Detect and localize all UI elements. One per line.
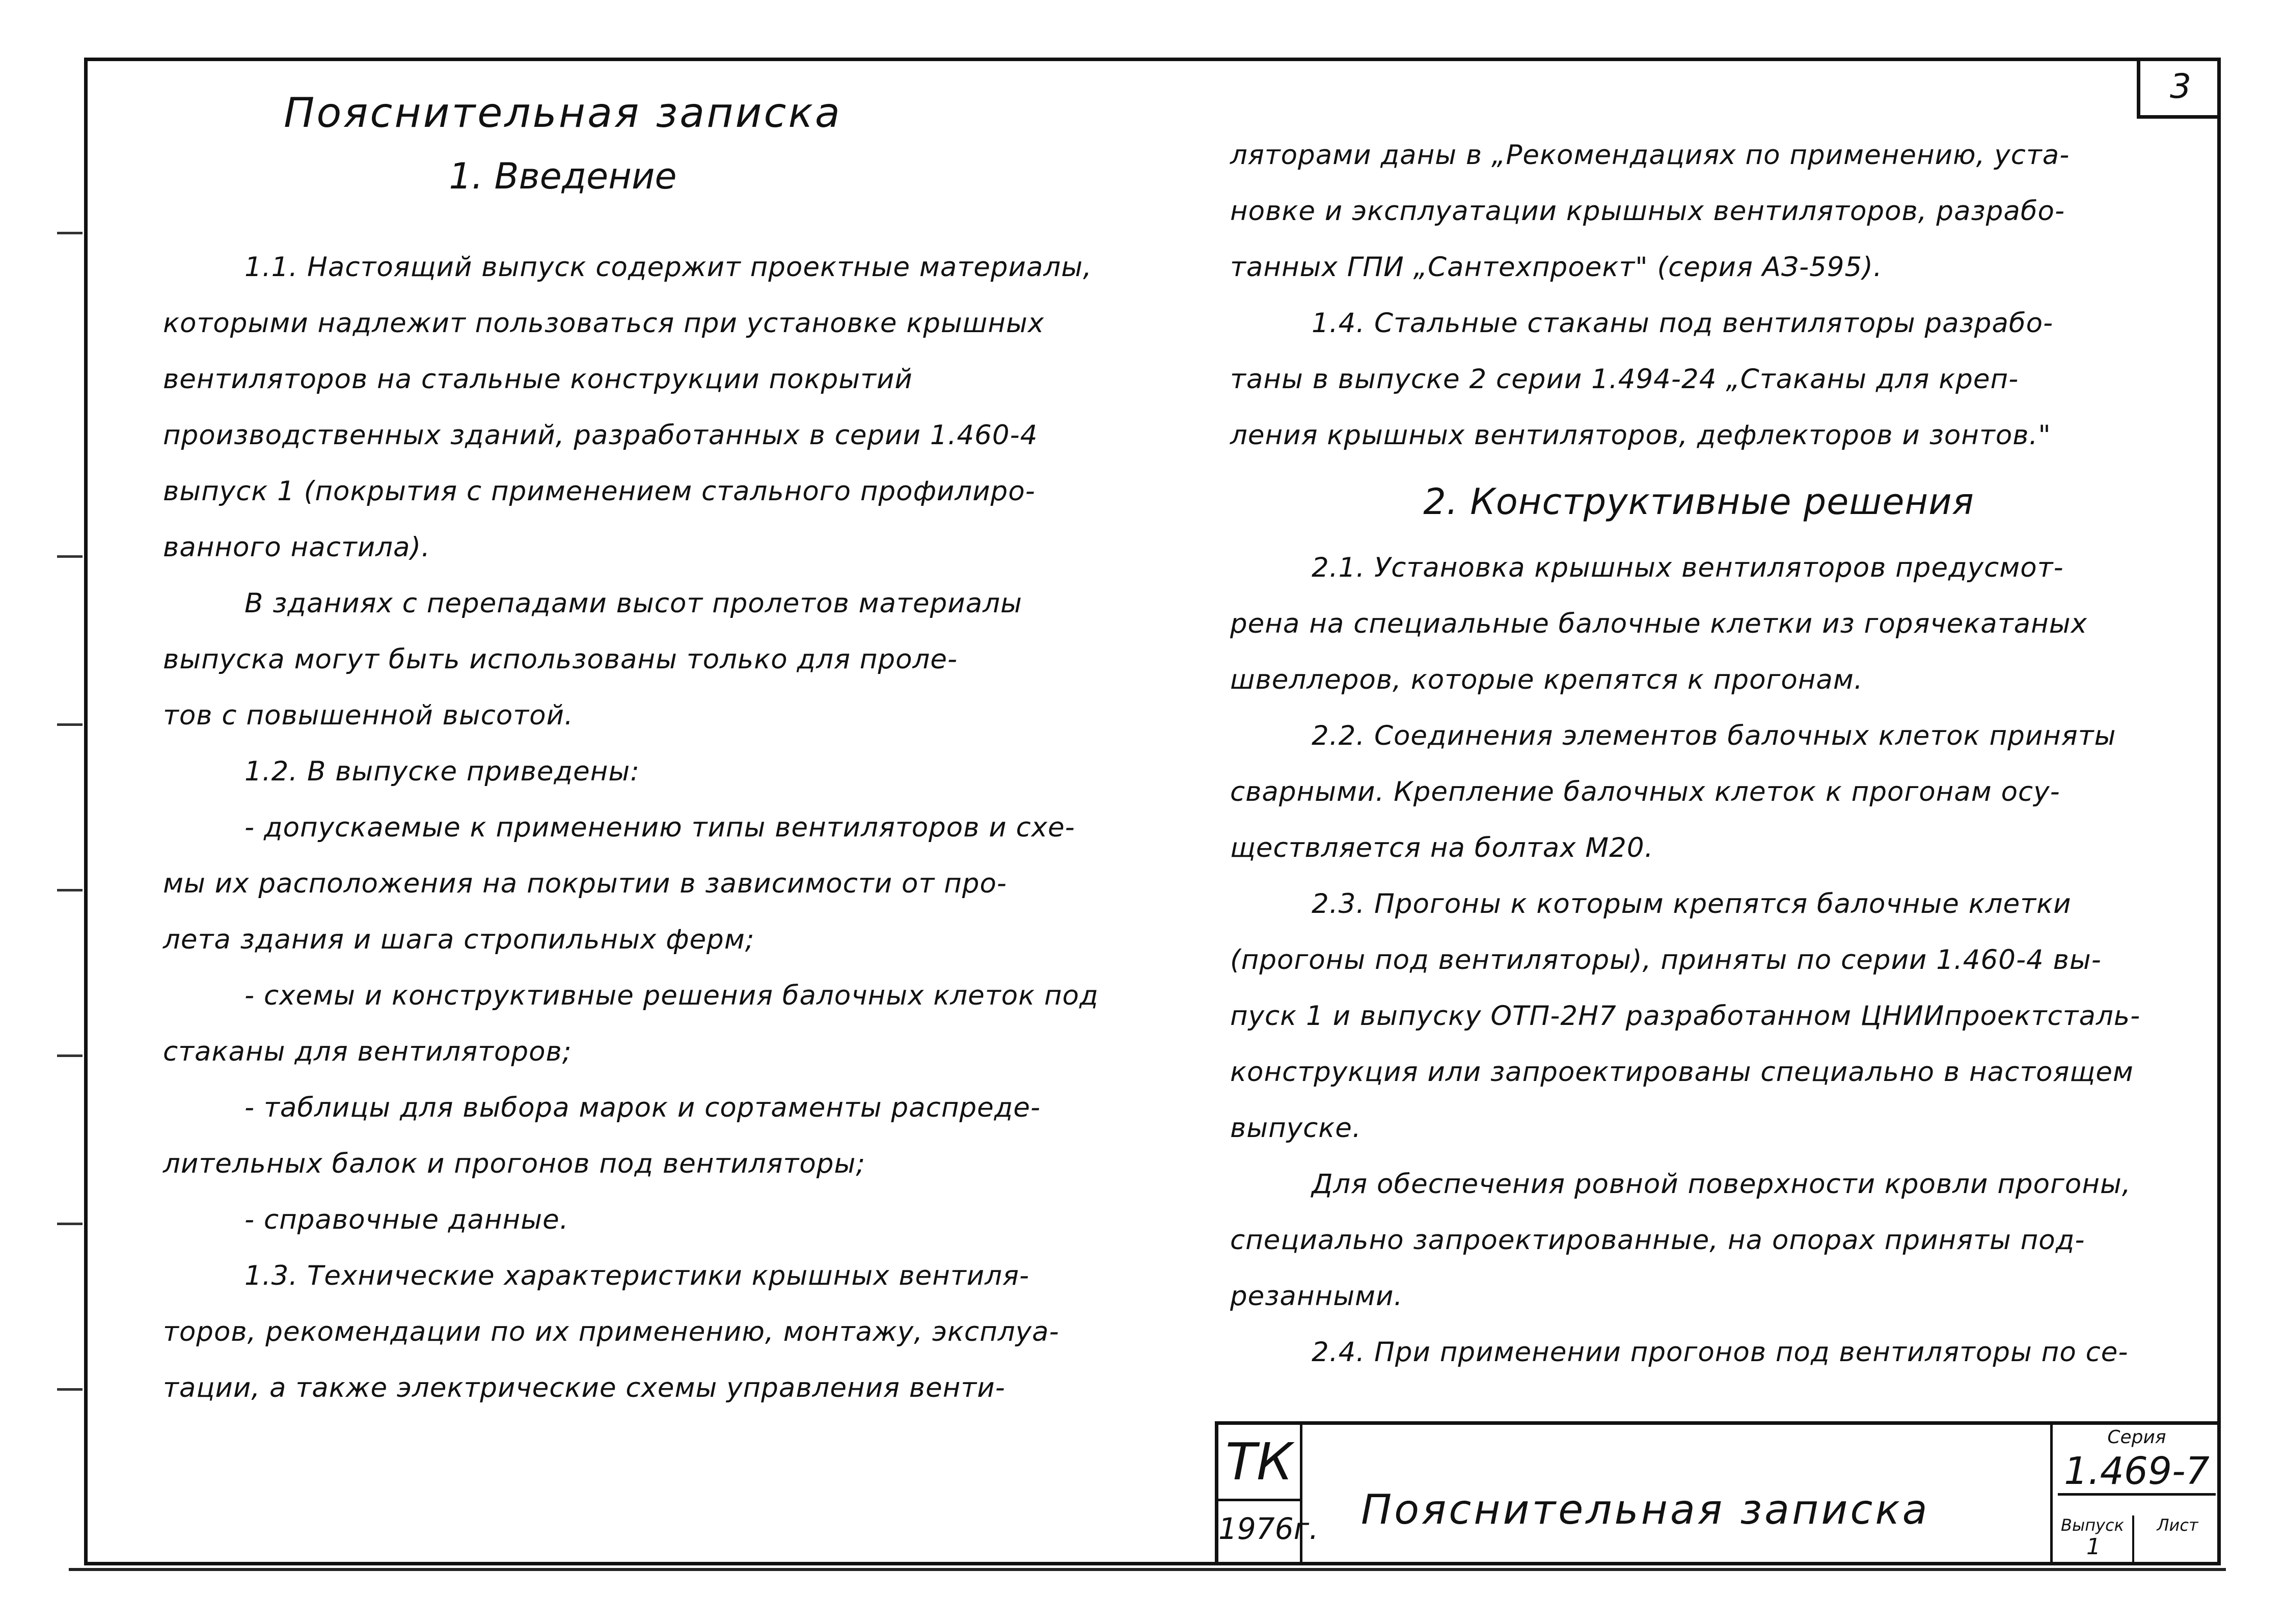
issue-value: 1 [2086,1534,2101,1560]
text-line: пуск 1 и выпуску ОТП-2Н7 разработанном ЦНИИпроектсталь- [1230,1000,2141,1032]
text-line: выпуск 1 (покрытия с применением стального профилиро- [163,476,1036,507]
text-line: торов, рекомендации по их применению, монтажу, эксплуа- [163,1316,1059,1347]
sheet-number: 3 [2137,58,2221,119]
series-label: Серия [2107,1427,2166,1448]
margin-tick [57,723,83,726]
text-line: 2.2. Соединения элементов балочных клеток приняты [1312,720,2116,751]
right-column-bottom [1230,540,2141,1381]
text-line: 1.4. Стальные стаканы под вентиляторы разрабо- [1312,308,2054,339]
text-line: стаканы для вентиляторов; [163,1036,572,1067]
text-line: рена на специальные балочные клетки из горячекатаных [1230,608,2087,639]
margin-tick [57,232,83,234]
text-line: сварными. Крепление балочных клеток к прогонам осу- [1230,776,2060,807]
text-line: ляторами даны в „Рекомендациях по применению, уста- [1230,140,2070,171]
text-line: В зданиях с перепадами высот пролетов материалы [244,588,1022,619]
text-line: 1.1. Настоящий выпуск содержит проектные материалы, [244,252,1093,283]
text-line: новке и эксплуатации крышных вентиляторов, разрабо- [1230,196,2065,227]
text-line: производственных зданий, разработанных в серии 1.460-4 [163,420,1038,451]
text-line: танных ГПИ „Сантехпроект" (серия АЗ-595). [1230,252,1883,283]
section-2-heading: 2. Конструктивные решения [1423,481,1974,523]
text-line: Для обеспечения ровной поверхности кровли прогоны, [1312,1169,2131,1200]
text-line: специально запроектированные, на опорах приняты под- [1230,1225,2085,1256]
text-line: мы их расположения на покрытии в зависимости от про- [163,868,1008,899]
text-line: резанными. [1230,1281,1403,1312]
text-line: - схемы и конструктивные решения балочных клеток под [244,980,1099,1011]
margin-tick [57,1223,83,1225]
text-line: тов с повышенной высотой. [163,700,574,731]
text-line: - справочные данные. [244,1204,569,1235]
series-value: 1.469-7 [2058,1449,2216,1496]
text-line: 2.3. Прогоны к которым крепятся балочные клетки [1312,888,2072,919]
bottom-trim-line [69,1568,2226,1571]
text-line: лета здания и шага стропильных ферм; [163,924,755,955]
text-line: лительных балок и прогонов под вентиляторы; [163,1148,866,1179]
title-block-title: Пояснительная записка [1361,1486,1930,1533]
right-column-top [1230,127,2137,464]
text-line: которыми надлежит пользоваться при установке крышных [163,308,1045,339]
page-title: Пояснительная записка [284,89,842,137]
text-line: - допускаемые к применению типы вентиляторов и схе- [244,812,1075,843]
left-column [163,239,1099,1416]
text-line: - таблицы для выбора марок и сортаменты распреде- [244,1092,1041,1123]
issue-label: Выпуск [2053,1515,2134,1565]
right-column [1230,127,2141,1381]
text-line: швеллеров, которые крепятся к прогонам. [1230,664,1863,695]
year-label: 1976г. [1218,1511,1319,1546]
series-cell [2050,1425,2221,1565]
text-line: ванного настила). [163,532,431,563]
text-line: 1.2. В выпуске приведены: [244,756,640,787]
org-logo-cell [1218,1425,1319,1565]
text-line: таны в выпуске 2 серии 1.494-24 „Стаканы для креп- [1230,364,2019,395]
sheet-label: Лист [2157,1515,2198,1535]
text-line: ления крышных вентиляторов, дефлекторов и зонтов." [1230,420,2051,451]
text-line: выпуска могут быть использованы только для проле- [163,644,958,675]
title-block [1215,1421,2221,1565]
text-line: тации, а также электрические схемы управления венти- [163,1372,1005,1403]
org-logo: ТК [1218,1425,1300,1501]
text-line: 1.3. Технические характеристики крышных вентиля- [244,1260,1030,1291]
margin-tick [57,555,83,558]
margin-tick [57,1054,83,1057]
margin-tick [57,1388,83,1391]
section-1-heading: 1. Введение [449,155,677,197]
text-line: 2.4. При применении прогонов под вентиляторы по се- [1312,1337,2129,1368]
text-line: конструкция или запроектированы специально в настоящем [1230,1057,2134,1088]
text-line: 2.1. Установка крышных вентиляторов предусмот- [1312,552,2064,583]
text-line: (прогоны под вентиляторы), приняты по серии 1.460-4 вы- [1230,944,2102,976]
text-line: вентиляторов на стальные конструкции покрытий [163,364,913,395]
text-line: ществляется на болтах М20. [1230,832,1654,863]
text-line: выпуске. [1230,1113,1362,1144]
margin-tick [57,889,83,891]
